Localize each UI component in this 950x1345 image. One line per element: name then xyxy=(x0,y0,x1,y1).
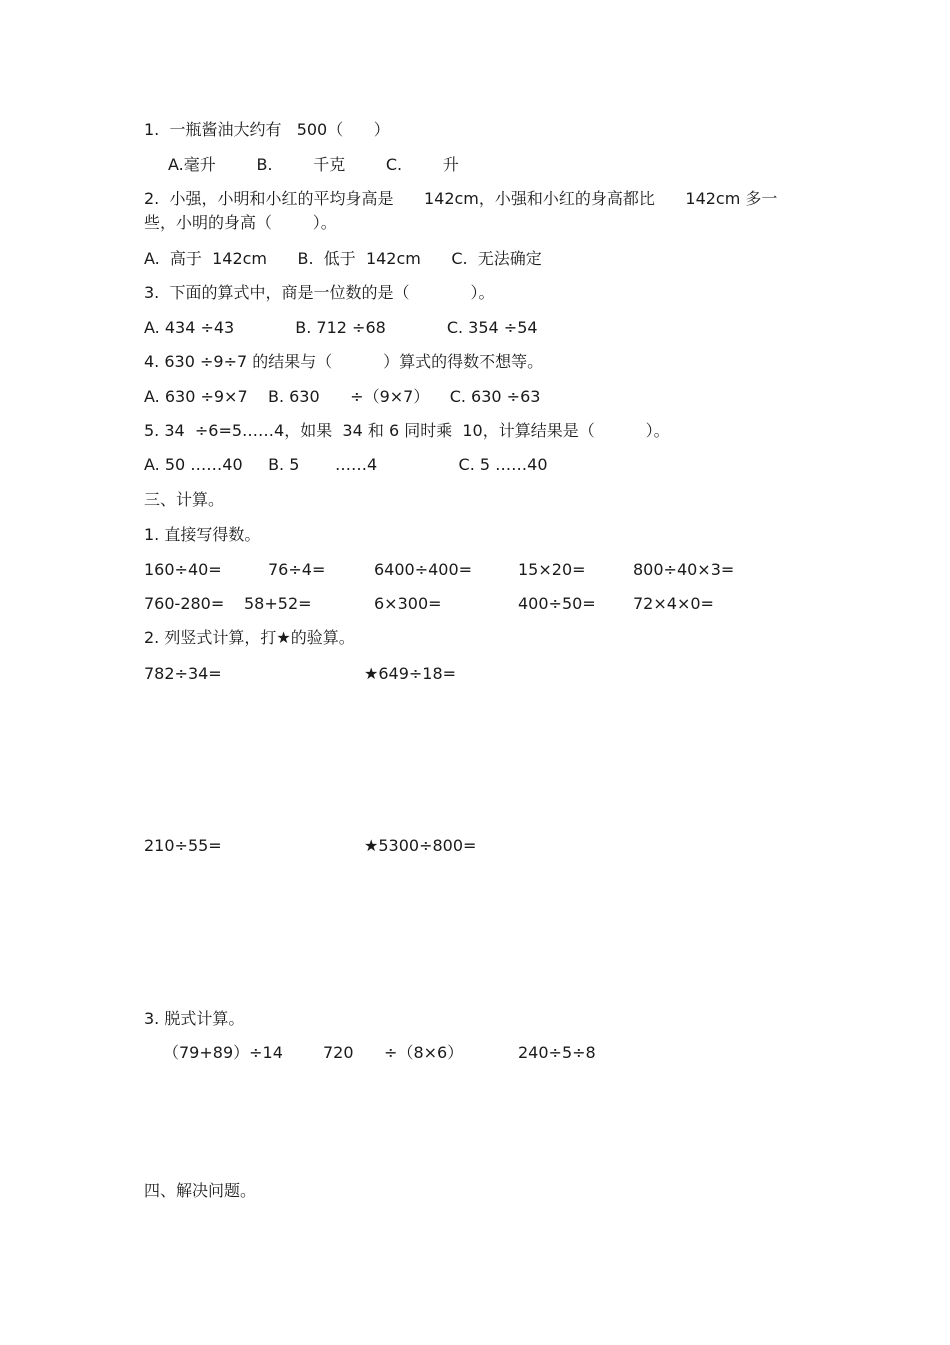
q3-stem: 3. 下面的算式中，商是一位数的是（ ）。 xyxy=(144,283,495,302)
q5-options: A. 50 ……40 B. 5 ……4 C. 5 ……40 xyxy=(144,455,548,474)
calc-item: 72×4×0= xyxy=(633,594,714,613)
q1-options: A.毫升 B. 千克 C. 升 xyxy=(168,155,459,174)
calc-item: 6×300= xyxy=(374,594,442,613)
calc-item: 800÷40×3= xyxy=(633,560,735,579)
stepwise-calc-item: （79+89）÷14 xyxy=(163,1043,283,1062)
calc-item: 400÷50= xyxy=(518,594,596,613)
section3-title: 三、计算。 xyxy=(144,490,225,509)
stepwise-calc-item: 240÷5÷8 xyxy=(518,1043,596,1062)
section4-title: 四、解决问题。 xyxy=(144,1181,257,1200)
vertical-calc-item: ★5300÷800= xyxy=(364,836,477,855)
part1-title: 1. 直接写得数。 xyxy=(144,525,261,544)
q2-stem-line1: 2. 小强，小明和小红的平均身高是 142cm，小强和小红的身高都比 142cm 多一 xyxy=(144,189,778,208)
vertical-calc-item: 210÷55= xyxy=(144,836,222,855)
vertical-calc-item: ★649÷18= xyxy=(364,664,457,683)
calc-item: 76÷4= xyxy=(268,560,326,579)
q4-stem: 4. 630 ÷9÷7 的结果与（ ）算式的得数不想等。 xyxy=(144,352,544,371)
q3-options: A. 434 ÷43 B. 712 ÷68 C. 354 ÷54 xyxy=(144,318,538,337)
vertical-calc-item: 782÷34= xyxy=(144,664,222,683)
calc-item: 15×20= xyxy=(518,560,586,579)
q1-stem: 1. 一瓶酱油大约有 500（ ） xyxy=(144,120,390,139)
part3-title: 3. 脱式计算。 xyxy=(144,1009,245,1028)
calc-item: 58+52= xyxy=(244,594,312,613)
q5-stem: 5. 34 ÷6=5……4，如果 34 和 6 同时乘 10，计算结果是（ ）。 xyxy=(144,421,670,440)
q2-options: A. 高于 142cm B. 低于 142cm C. 无法确定 xyxy=(144,249,542,268)
q4-options: A. 630 ÷9×7 B. 630 ÷（9×7） C. 630 ÷63 xyxy=(144,387,541,406)
calc-item: 760-280= xyxy=(144,594,225,613)
calc-item: 6400÷400= xyxy=(374,560,473,579)
part2-title: 2. 列竖式计算，打★的验算。 xyxy=(144,628,355,647)
calc-item: 160÷40= xyxy=(144,560,222,579)
q2-stem-line2: 些，小明的身高（ ）。 xyxy=(144,213,337,232)
stepwise-calc-item: 720 ÷（8×6） xyxy=(323,1043,464,1062)
